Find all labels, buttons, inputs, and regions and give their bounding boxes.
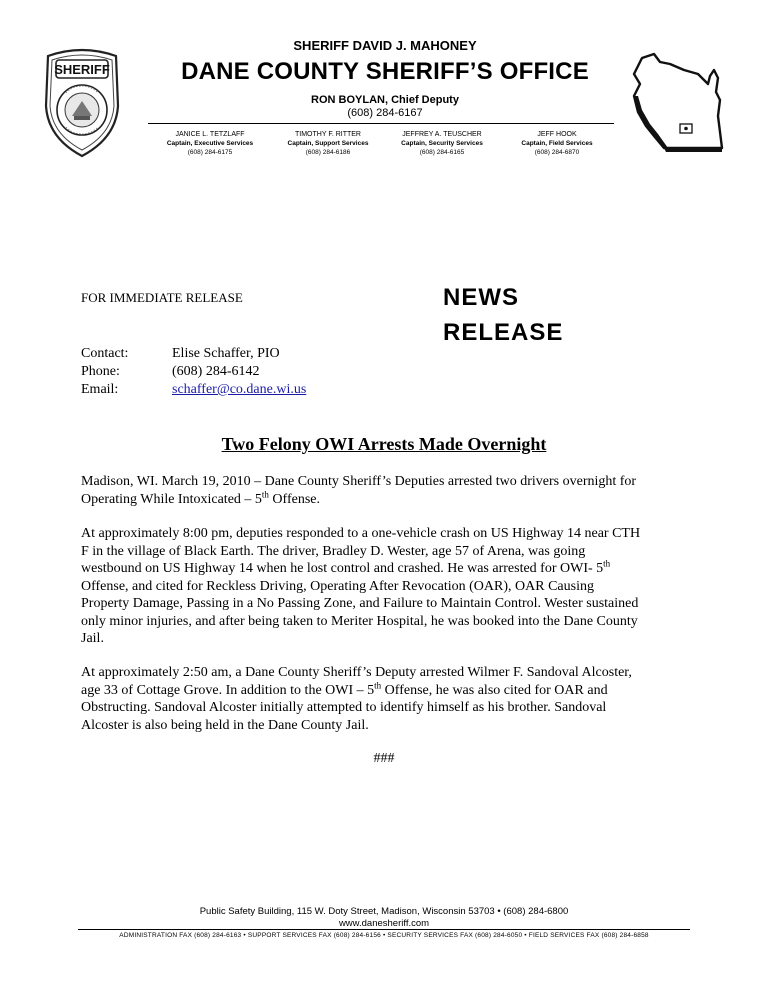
paragraph-line: age 33 of Cottage Grove. In addition to the OWI – 5th Offense, he was also cited for OAR and (81, 679, 608, 698)
captain-name: JEFFREY A. TEUSCHER (402, 131, 482, 138)
email-link[interactable]: schaffer@co.dane.wi.us (172, 382, 307, 397)
captain-phone: (608) 284-6870 (534, 149, 580, 156)
captain-title: Captain, Support Services (287, 140, 369, 147)
captain-name: TIMOTHY F. RITTER (295, 131, 361, 138)
captain-phone: (608) 284-6165 (419, 149, 465, 156)
news-release-title (443, 280, 563, 350)
paragraph-line: Jail. (81, 631, 104, 646)
news-title-line2: RELEASE (443, 319, 564, 346)
captain-title: Captain, Security Services (401, 140, 483, 147)
footer-fax-numbers: ADMINISTRATION FAX (608) 284-6163 • SUPPORT SERVICES FAX (608) 284-6156 • SECURITY SERVICES FAX (608) 284-6050 • FIELD SERVICES FAX (608) 284-6858 (119, 932, 649, 939)
captain-name: JANICE L. TETZLAFF (175, 131, 245, 138)
footer-divider (78, 929, 690, 930)
paragraph-line: At approximately 8:00 pm, deputies responded to a one-vehicle crash on US Highway 14 near CTH (81, 526, 641, 541)
paragraph-line: Offense, and cited for Reckless Driving, Operating After Revocation (OAR), OAR Causing (81, 578, 594, 594)
sheriff-badge-logo (40, 46, 124, 158)
badge-title: SHERIFF (54, 62, 110, 77)
captain-phone: (608) 284-6186 (305, 149, 351, 156)
captain-support (268, 130, 388, 157)
paragraph-line: Property Damage, Passing in a No Passing Zone, and Failure to Maintain Control. Wester sustained (81, 596, 639, 611)
email-label: Email: (81, 382, 119, 397)
contact-value: Elise Schaffer, PIO (172, 346, 280, 361)
paragraph-line: Madison, WI. March 19, 2010 – Dane County Sheriff’s Deputies arrested two drivers overnight for (81, 474, 637, 489)
footer-website: www.danesheriff.com (338, 918, 430, 929)
wisconsin-map-logo (624, 40, 736, 160)
paragraph-line: F in the village of Black Earth. The driver, Bradley D. Wester, age 57 of Arena, was going (81, 543, 586, 559)
captain-title: Captain, Executive Services (166, 140, 254, 147)
captain-executive (150, 130, 270, 157)
paragraph-line: Obstructing. Sandoval Alcoster initially attempted to identify himself as his brother. Sandoval (81, 700, 607, 715)
paragraph-line: only minor injuries, and after being taken to Meriter Hospital, he was booked into the Dane County (81, 613, 638, 629)
paragraph-line: Alcoster is also being held in the Dane County Jail. (81, 717, 369, 733)
paragraph-2 (81, 525, 693, 648)
news-title-line1: NEWS (443, 284, 519, 311)
captain-name: JEFF HOOK (537, 131, 577, 138)
phone-label: Phone: (81, 364, 120, 379)
end-mark: ### (373, 751, 395, 766)
captain-security (382, 130, 502, 157)
captain-field (497, 130, 617, 157)
phone-value: (608) 284-6142 (172, 364, 260, 379)
header-divider (148, 123, 614, 124)
chief-deputy: RON BOYLAN, Chief Deputy (311, 94, 459, 106)
immediate-release-label: FOR IMMEDIATE RELEASE (81, 290, 243, 305)
contact-label: Contact: (81, 346, 129, 361)
captain-title: Captain, Field Services (521, 140, 593, 147)
office-name: DANE COUNTY SHERIFF’S OFFICE (181, 58, 589, 85)
paragraph-line: westbound on US Highway 14 when he lost control and crashed. He was arrested for OWI- 5th (81, 558, 611, 576)
chief-deputy-phone: (608) 284-6167 (347, 107, 423, 119)
sheriff-name: SHERIFF DAVID J. MAHONEY (293, 38, 477, 53)
paragraph-line: Operating While Intoxicated – 5th Offense. (81, 488, 320, 507)
paragraph-line: At approximately 2:50 am, a Dane County Sheriff’s Deputy arrested Wilmer F. Sandoval Alcoster, (81, 665, 632, 680)
captain-phone: (608) 284-6175 (187, 149, 233, 156)
headline: Two Felony OWI Arrests Made Overnight (221, 434, 547, 454)
paragraph-1 (81, 473, 693, 508)
footer-address: Public Safety Building, 115 W. Doty Street, Madison, Wisconsin 53703 • (608) 284-6800 (199, 906, 569, 917)
paragraph-3 (81, 664, 693, 734)
